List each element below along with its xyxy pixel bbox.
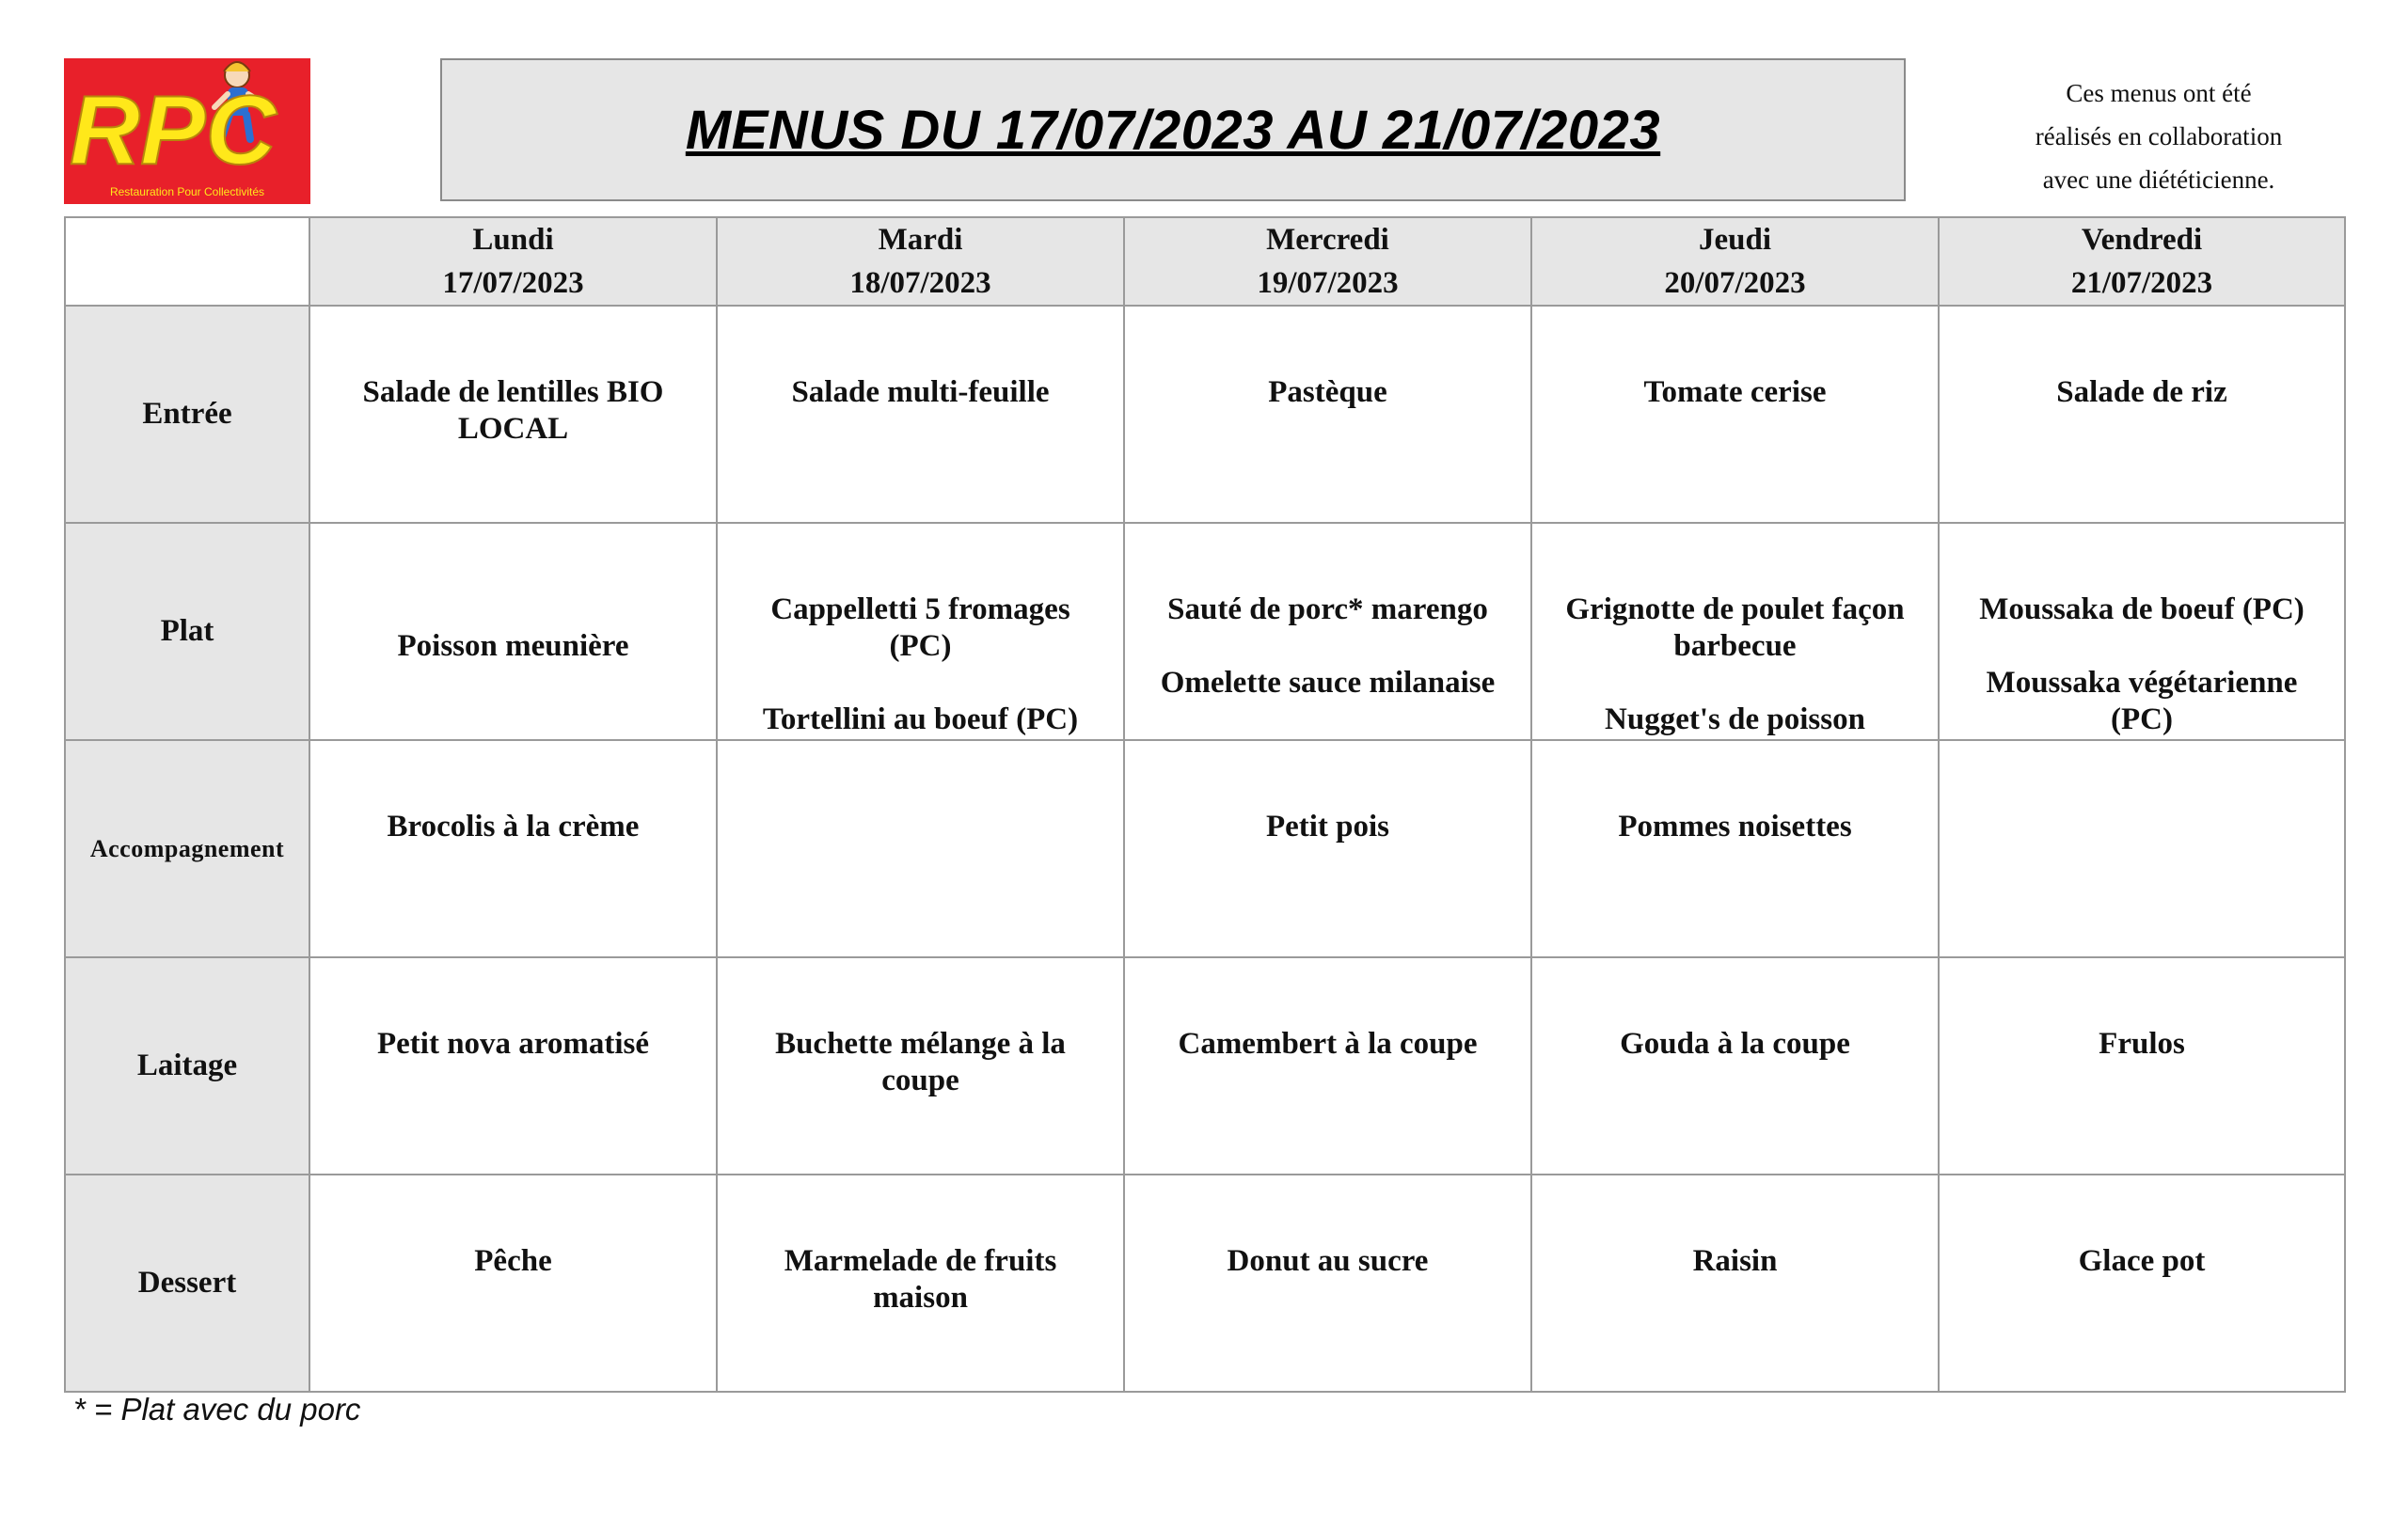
dish-line: Petit pois — [1265, 810, 1390, 844]
row-label-plat: Plat — [65, 523, 309, 740]
menu-cell — [1531, 523, 1939, 740]
note-line: Ces menus ont été — [2066, 79, 2252, 107]
page-title: MENUS DU 17/07/2023 AU 21/07/2023 — [685, 99, 1661, 161]
row-accompagnement — [65, 740, 2345, 957]
menu-cell — [1531, 957, 1939, 1175]
dish-line: Glace pot — [2078, 1244, 2206, 1278]
dish-line: Raisin — [1692, 1244, 1778, 1278]
day-date: 18/07/2023 — [849, 266, 991, 300]
menu-cell — [1939, 1175, 2345, 1392]
dish-line: Brocolis à la crème — [387, 810, 640, 844]
logo-tagline: Restauration Pour Collectivités — [109, 185, 265, 198]
dish-line: Frulos — [2099, 1027, 2185, 1061]
dietitian-note — [1947, 71, 2370, 201]
dish-line: Pêche — [474, 1244, 552, 1278]
line-gap — [1142, 628, 1513, 665]
dish-line: Moussaka végétarienne — [1986, 666, 2298, 700]
dish-line: Cappelletti 5 fromages — [770, 592, 1070, 626]
day-name: Mercredi — [1266, 223, 1389, 257]
dish-line: Petit nova aromatisé — [377, 1027, 649, 1061]
day-name: Mardi — [878, 223, 963, 257]
menu-cell — [1939, 523, 2345, 740]
day-name: Vendredi — [2081, 223, 2203, 257]
menu-table — [64, 216, 2346, 1393]
line-gap — [735, 665, 1106, 702]
menu-cell — [309, 957, 717, 1175]
dish-line: maison — [873, 1281, 968, 1315]
day-date: 17/07/2023 — [442, 266, 584, 300]
menu-cell — [1531, 1175, 1939, 1392]
dish-line: Gouda à la coupe — [1620, 1027, 1850, 1061]
dish-line: Donut au sucre — [1227, 1244, 1429, 1278]
day-header-vendredi — [1939, 217, 2345, 306]
dish-line: Omelette sauce milanaise — [1160, 666, 1496, 700]
menu-cell — [717, 1175, 1124, 1392]
dish-line: Tomate cerise — [1643, 375, 1827, 409]
dish-line: Salade multi-feuille — [791, 375, 1050, 409]
dish-line: Pastèque — [1268, 375, 1387, 409]
logo-graphic — [64, 58, 310, 204]
day-date: 19/07/2023 — [1257, 266, 1399, 300]
menu-cell — [717, 957, 1124, 1175]
row-dessert — [65, 1175, 2345, 1392]
dish-line: Camembert à la coupe — [1178, 1027, 1478, 1061]
row-laitage — [65, 957, 2345, 1175]
corner-cell — [65, 217, 309, 306]
menu-cell — [1124, 523, 1531, 740]
menu-cell — [1939, 740, 2345, 957]
menu-cell — [309, 740, 717, 957]
menu-cell — [1531, 306, 1939, 523]
dish-line: Sauté de porc* marengo — [1167, 592, 1488, 626]
dish-line: LOCAL — [457, 412, 569, 446]
dish-line: barbecue — [1673, 629, 1797, 663]
dish-line: Pommes noisettes — [1618, 810, 1852, 844]
menu-cell — [1124, 740, 1531, 957]
pork-footnote: * = Plat avec du porc — [73, 1392, 361, 1427]
menu-cell — [309, 306, 717, 523]
menu-cell — [717, 306, 1124, 523]
dish-line: Grignotte de poulet façon — [1565, 592, 1905, 626]
dish-line: Salade de riz — [2056, 375, 2227, 409]
logo-letters: RPC — [70, 76, 277, 185]
row-label-laitage: Laitage — [65, 957, 309, 1175]
day-header-row — [65, 217, 2345, 306]
day-date: 20/07/2023 — [1664, 266, 1806, 300]
day-name: Jeudi — [1698, 223, 1772, 257]
dish-line: Tortellini au boeuf (PC) — [762, 702, 1079, 736]
day-name: Lundi — [472, 223, 554, 257]
note-line: avec une diététicienne. — [2042, 166, 2275, 194]
menu-cell — [1939, 957, 2345, 1175]
row-label-dessert: Dessert — [65, 1175, 309, 1392]
line-gap — [1549, 665, 1921, 702]
menu-cell — [1124, 306, 1531, 523]
menu-cell — [717, 740, 1124, 957]
dish-line: Buchette mélange à la — [775, 1027, 1066, 1061]
menu-cell — [1124, 957, 1531, 1175]
row-label-entree: Entrée — [65, 306, 309, 523]
dish-line: Poisson meunière — [397, 629, 629, 663]
menu-cell — [309, 1175, 717, 1392]
note-line: réalisés en collaboration — [2035, 122, 2283, 150]
title-banner — [440, 58, 1906, 201]
menu-cell — [1531, 740, 1939, 957]
dish-line: coupe — [881, 1064, 959, 1097]
day-header-mardi — [717, 217, 1124, 306]
row-plat — [65, 523, 2345, 740]
dish-line: (PC) — [889, 629, 952, 663]
dish-line: Salade de lentilles BIO — [362, 375, 664, 409]
day-header-jeudi — [1531, 217, 1939, 306]
line-gap — [327, 591, 699, 628]
menu-cell — [1939, 306, 2345, 523]
day-header-lundi — [309, 217, 717, 306]
menu-cell — [1124, 1175, 1531, 1392]
rpc-logo — [64, 58, 310, 204]
dish-line: Nugget's de poisson — [1605, 702, 1865, 736]
dish-line: Moussaka de boeuf (PC) — [1979, 592, 2305, 626]
menu-cell — [309, 523, 717, 740]
row-entree — [65, 306, 2345, 523]
row-label-accompagnement: Accompagnement — [65, 740, 309, 957]
dish-line: (PC) — [2111, 702, 2173, 736]
line-gap — [1956, 628, 2327, 665]
day-header-mercredi — [1124, 217, 1531, 306]
day-date: 21/07/2023 — [2070, 266, 2213, 300]
menu-cell — [717, 523, 1124, 740]
dish-line: Marmelade de fruits — [784, 1244, 1057, 1278]
